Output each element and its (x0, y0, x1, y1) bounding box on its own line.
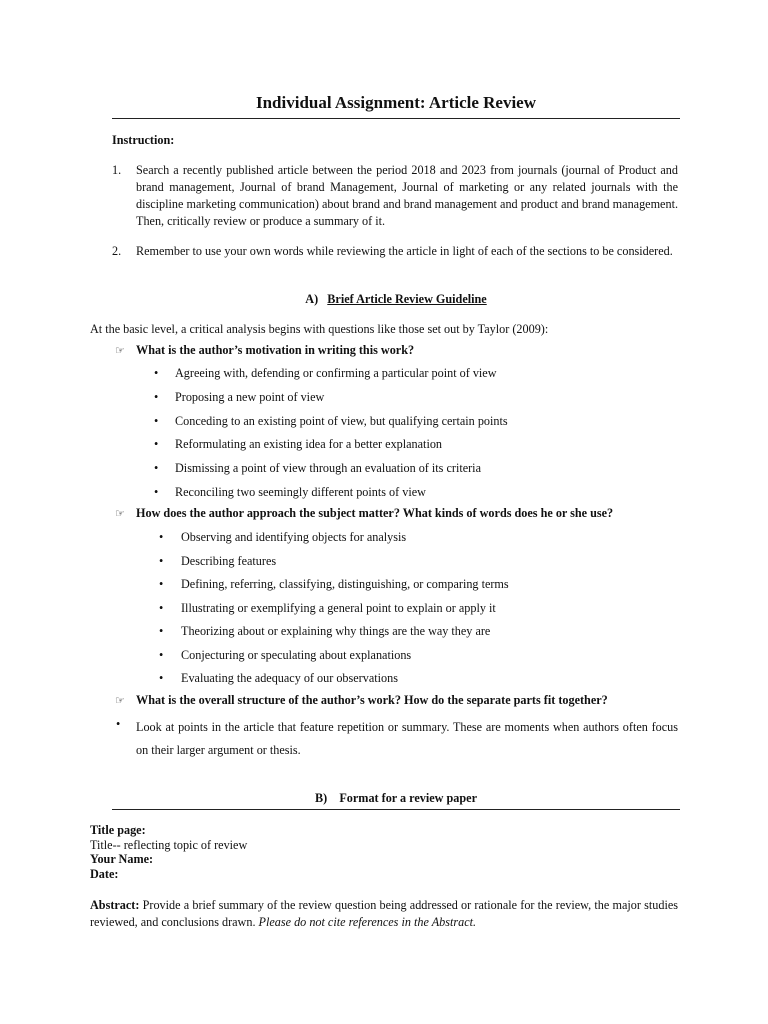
bullet-icon: • (154, 414, 159, 428)
list-item: Dismissing a point of view through an evaluation of its criteria (175, 461, 481, 475)
bullet-icon: • (159, 577, 164, 591)
title-line: Title-- reflecting topic of review (90, 838, 248, 852)
instruction-number-1: 1. (112, 163, 122, 177)
section-a-letter: A) (305, 292, 319, 306)
list-item: Evaluating the adequacy of our observations (181, 671, 398, 685)
date-label: Date: (90, 867, 119, 881)
list-item: Describing features (181, 554, 277, 568)
list-item: Conceding to an existing point of view, but qualifying certain points (175, 414, 508, 428)
instruction-number-2: 2. (112, 244, 122, 258)
list-item: Agreeing with, defending or confirming a particular point of view (175, 366, 497, 380)
list-item: Reformulating an existing idea for a better explanation (175, 437, 443, 451)
bullet-icon: • (154, 485, 159, 499)
bullet-icon: • (154, 437, 159, 451)
section-b-heading (112, 791, 680, 806)
section-b-title: Format for a review paper (339, 791, 477, 805)
instruction-text-1: Search a recently published article between the period 2018 and 2023 from journals (journal of Product and brand management, Journal of brand Management, Journal of marketing or any related journals with the discipline marketing communication) about brand and brand management and product and brand management. Then, critically review or produce a summary of it. (136, 163, 678, 228)
bullet-icon: • (159, 530, 164, 544)
list-item: Reconciling two seemingly different points of view (175, 485, 426, 499)
section-b-letter: B) (314, 791, 328, 805)
list-item: Look at points in the article that feature repetition or summary. These are moments when authors often focus on their larger argument or thesis. (136, 720, 678, 757)
section-a-heading (112, 292, 680, 307)
bullet-icon: • (116, 717, 121, 731)
pointing-hand-icon: ☞ (115, 345, 125, 357)
abstract-paragraph (90, 897, 678, 931)
question-3: What is the overall structure of the author’s work? How do the separate parts fit together? (136, 693, 608, 707)
question-2: How does the author approach the subject matter? What kinds of words does he or she use? (136, 506, 614, 520)
abstract-label: Abstract: (90, 898, 140, 912)
question-1: What is the author’s motivation in writing this work? (136, 343, 415, 357)
your-name-label: Your Name: (90, 852, 154, 866)
title-rule (112, 118, 680, 119)
bullet-icon: • (154, 390, 159, 404)
section-a-title: Brief Article Review Guideline (327, 292, 487, 306)
pointing-hand-icon: ☞ (115, 508, 125, 520)
abstract-note: Please do not cite references in the Abstract. (258, 915, 477, 929)
instruction-label: Instruction: (112, 133, 175, 147)
bullet-icon: • (159, 648, 164, 662)
section-b-rule (112, 809, 680, 810)
list-item: Conjecturing or speculating about explanations (181, 648, 412, 662)
bullet-icon: • (159, 554, 164, 568)
bullet-icon: • (154, 366, 159, 380)
list-item: Illustrating or exemplifying a general point to explain or apply it (181, 601, 496, 615)
bullet-icon: • (159, 624, 164, 638)
intro-text: At the basic level, a critical analysis begins with questions like those set out by Taylor (2009): (90, 322, 549, 336)
bullet-icon: • (159, 671, 164, 685)
pointing-hand-icon: ☞ (115, 695, 125, 707)
list-item: Observing and identifying objects for analysis (181, 530, 407, 544)
document-title: Individual Assignment: Article Review (255, 93, 537, 112)
title-page-label: Title page: (90, 823, 146, 837)
abstract-text: Provide a brief summary of the review question being addressed or rationale for the review, the major studies reviewed, and conclusions drawn. (90, 898, 678, 929)
bullet-icon: • (154, 461, 159, 475)
bullet-icon: • (159, 601, 164, 615)
list-item: Defining, referring, classifying, distinguishing, or comparing terms (181, 577, 509, 591)
instruction-text-2: Remember to use your own words while reviewing the article in light of each of the sections to be considered. (136, 244, 673, 258)
list-item: Proposing a new point of view (175, 390, 325, 404)
list-item: Theorizing about or explaining why things are the way they are (181, 624, 491, 638)
